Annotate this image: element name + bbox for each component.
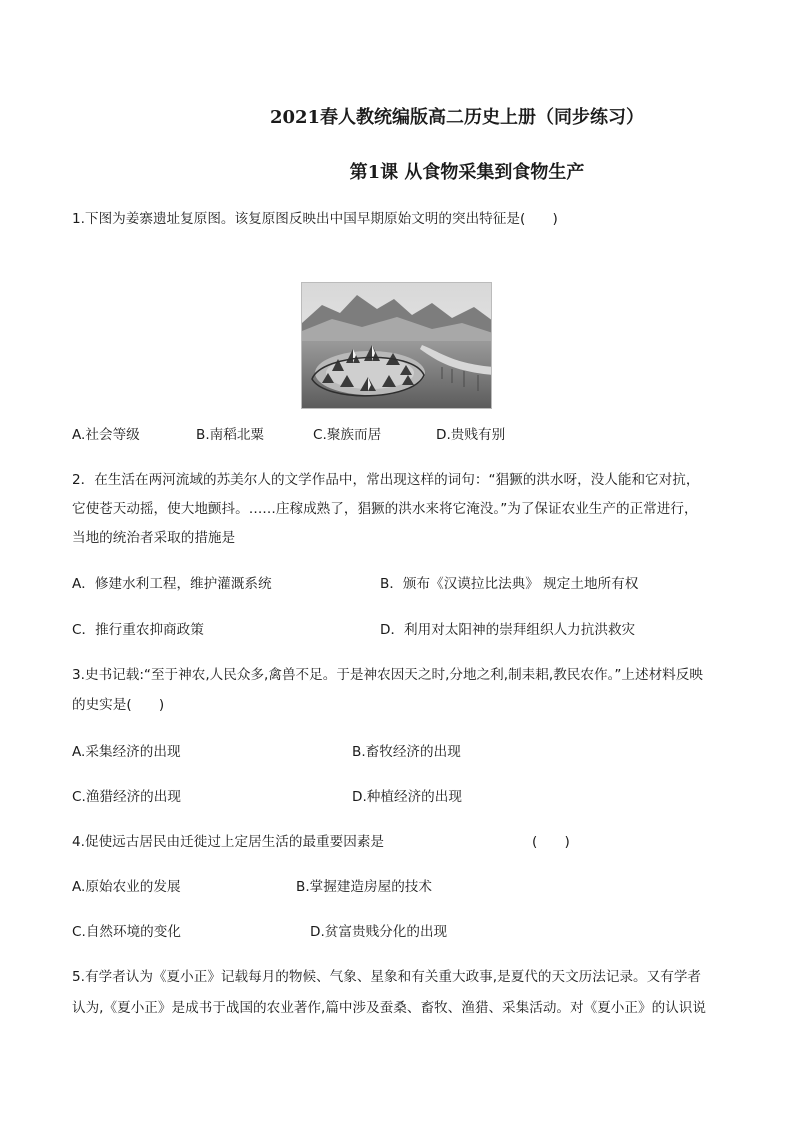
q1-option-a: A.社会等级 (72, 427, 140, 443)
q4-option-c: C.自然环境的变化 (72, 924, 181, 940)
lesson-title: 第1课 从食物采集到食物生产 (349, 162, 585, 183)
q3-option-b: B.畜牧经济的出现 (352, 744, 461, 760)
q1-option-d: D.贵贱有别 (436, 427, 506, 443)
q1-option-b: B.南稻北粟 (196, 427, 265, 443)
q3-option-a: A.采集经济的出现 (72, 744, 181, 760)
q2-option-d: D．利用对太阳神的崇拜组织人力抗洪救灾 (380, 622, 636, 638)
q4-option-d: D.贫富贵贱分化的出现 (310, 924, 448, 940)
q2-stem-line-1: 2．在生活在两河流域的苏美尔人的文学作品中，常出现这样的词句：“猖獗的洪水呀，没人能和它对抗， (72, 472, 700, 488)
q2-option-b: B．颁布《汉谟拉比法典》 规定土地所有权 (380, 576, 639, 592)
q2-stem-line-3: 当地的统治者采取的措施是 (72, 530, 236, 546)
q3-stem-line-1: 3.史书记载:“至于神农,人民众多,禽兽不足。于是神农因天之时,分地之利,制耒耜,教民农作。”上述材料反映 (72, 667, 703, 683)
document-title: 2021春人教统编版高二历史上册（同步练习） (269, 107, 645, 128)
q2-stem-line-2: 它使苍天动摇，使大地颤抖。……庄稼成熟了，猖獗的洪水来将它淹没。”为了保证农业生产的正常进行， (72, 501, 698, 517)
q4-stem: 4.促使远古居民由迁徙过上定居生活的最重要因素是 (72, 834, 385, 850)
q1-stem: 1.下图为姜寨遗址复原图。该复原图反映出中国早期原始文明的突出特征是( ) (72, 211, 558, 227)
q2-option-a: A．修建水利工程，维护灌溉系统 (72, 576, 272, 592)
q3-stem-line-2: 的史实是( ) (72, 697, 165, 713)
jiangzhai-site-reconstruction-image (301, 282, 492, 409)
q5-stem-line-1: 5.有学者认为《夏小正》记载每月的物候、气象、星象和有关重大政事,是夏代的天文历法记录。又有学者 (72, 969, 702, 985)
q4-answer-blank: ( ) (532, 834, 570, 850)
q4-option-b: B.掌握建造房屋的技术 (296, 879, 432, 895)
q4-option-a: A.原始农业的发展 (72, 879, 181, 895)
q2-option-c: C．推行重农抑商政策 (72, 622, 204, 638)
q3-option-d: D.种植经济的出现 (352, 789, 462, 805)
q5-stem-line-2: 认为,《夏小正》是成书于战国的农业著作,篇中涉及蚕桑、畜牧、渔猎、采集活动。对《夏小正》的认识说 (72, 1000, 706, 1016)
q3-option-c: C.渔猎经济的出现 (72, 789, 181, 805)
q1-option-c: C.聚族而居 (313, 427, 382, 443)
